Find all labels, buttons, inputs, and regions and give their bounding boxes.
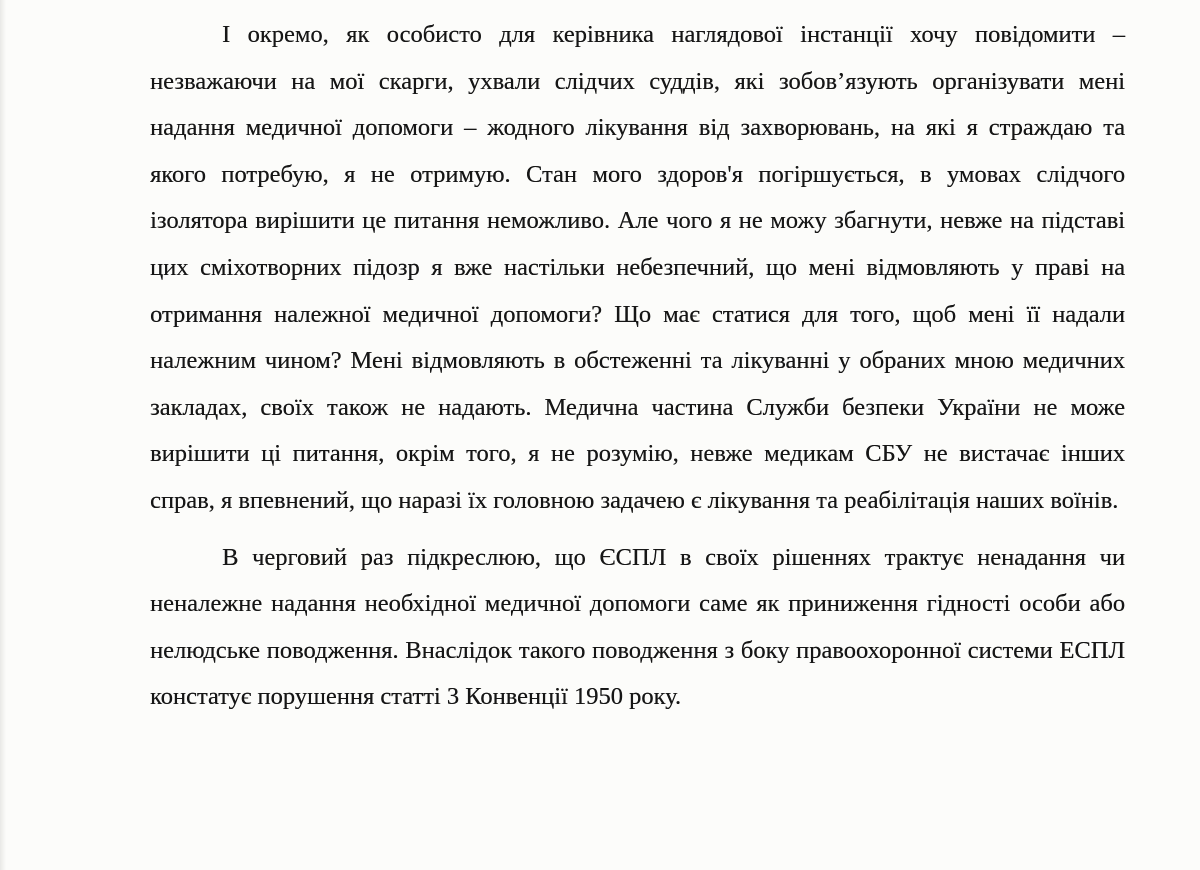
document-body xyxy=(150,12,1125,721)
scan-shadow-edge xyxy=(0,0,6,870)
paragraph-1-text: І окремо, як особисто для керівника наглядової інстанції хочу повідомити – незважаючи на мої скарги, ухвали слідчих суддів, які зобов’язують організувати мені надання медичної допомоги – жодного лікування від захворювань, на які я страждаю та якого потребую, я не отримую. Стан мого здоров'я погіршується, в умовах слідчого ізолятора вирішити це питання неможливо. Але чого я не можу збагнути, невже на підставі цих сміхотворних підозр я вже настільки небезпечний, що мені відмовляють у праві на отримання належної медичної допомоги? Що має статися для того, щоб мені її надали належним чином? Мені відмовляють в обстеженні та лікуванні у обраних мною медичних закладах, своїх також не надають. Медична частина Служби безпеки України не може вирішити ці питання, окрім того, я не розумію, невже медикам СБУ не вистачає інших справ, я впевнений, що наразі їх головною задачею є лікування та реабілітація наших воїнів. xyxy=(150,21,1125,514)
paragraph-2 xyxy=(150,535,1125,721)
paragraph-2-text: В черговий раз підкреслюю, що ЄСПЛ в своїх рішеннях трактує ненадання чи неналежне надання необхідної медичної допомоги саме як приниження гідності особи або нелюдське поводження. Внаслідок такого поводження з боку правоохоронної системи ЕСПЛ констатує порушення статті 3 Конвенції 1950 року. xyxy=(150,543,1125,711)
paragraph-1 xyxy=(150,12,1125,525)
